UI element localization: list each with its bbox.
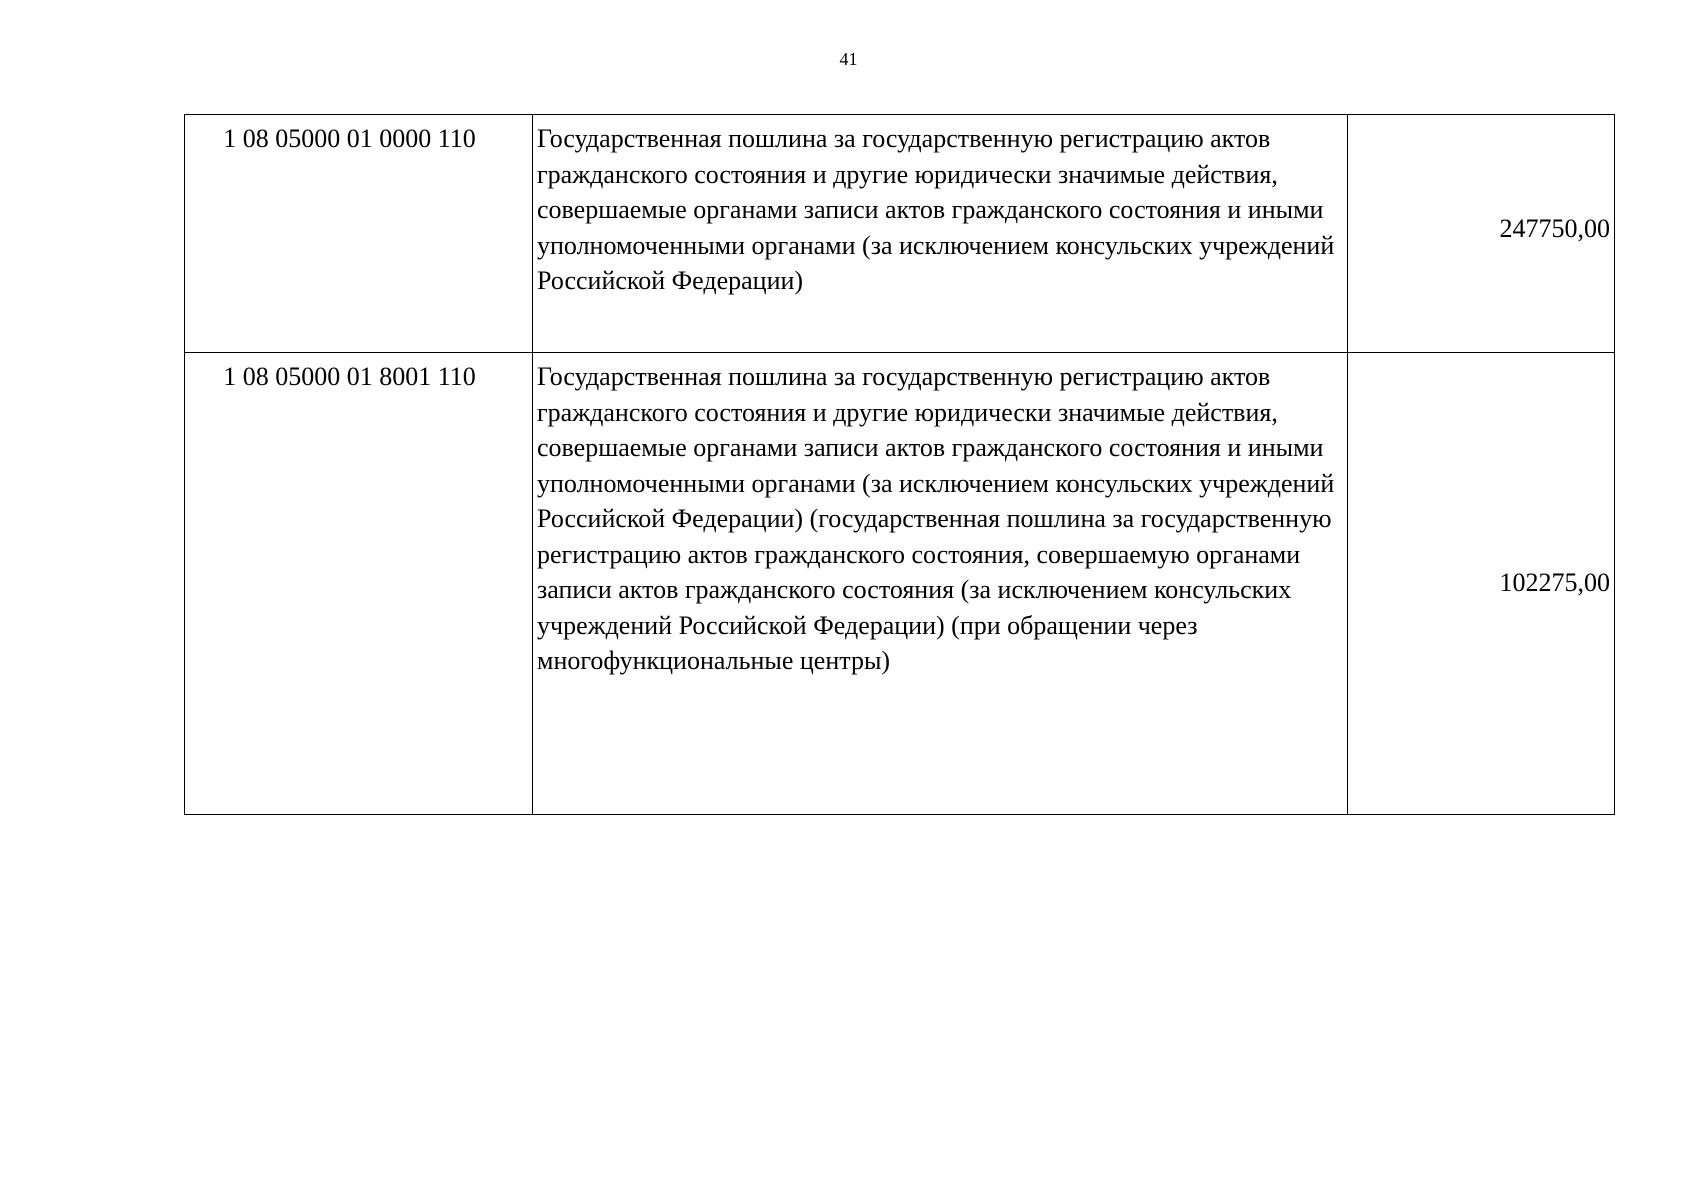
budget-revenue-table: [184, 114, 1615, 815]
table-row: [185, 115, 1615, 353]
revenue-amount: 247750,00: [1348, 115, 1615, 353]
revenue-description: Государственная пошлина за государственную регистрацию актов гражданского состояния и другие юридически значимые действия, совершаемые органами записи актов гражданского состояния и иными уполномоченными органами (за исключением консульских учреждений Российской Федерации): [533, 115, 1348, 353]
budget-classification-code: 1 08 05000 01 0000 110: [185, 115, 533, 353]
budget-classification-code: 1 08 05000 01 8001 110: [185, 353, 533, 815]
table-row: [185, 353, 1615, 815]
revenue-amount: 102275,00: [1348, 353, 1615, 815]
revenue-description: Государственная пошлина за государственную регистрацию актов гражданского состояния и другие юридически значимые действия, совершаемые органами записи актов гражданского состояния и иными уполномоченными органами (за исключением консульских учреждений Российской Федерации) (государственная пошлина за государственную регистрацию актов гражданского состояния, совершаемую органами записи актов гражданского состояния (за исключением консульских учреждений Российской Федерации) (при обращении через многофункциональные центры): [533, 353, 1348, 815]
page-number: 41: [839, 49, 858, 69]
